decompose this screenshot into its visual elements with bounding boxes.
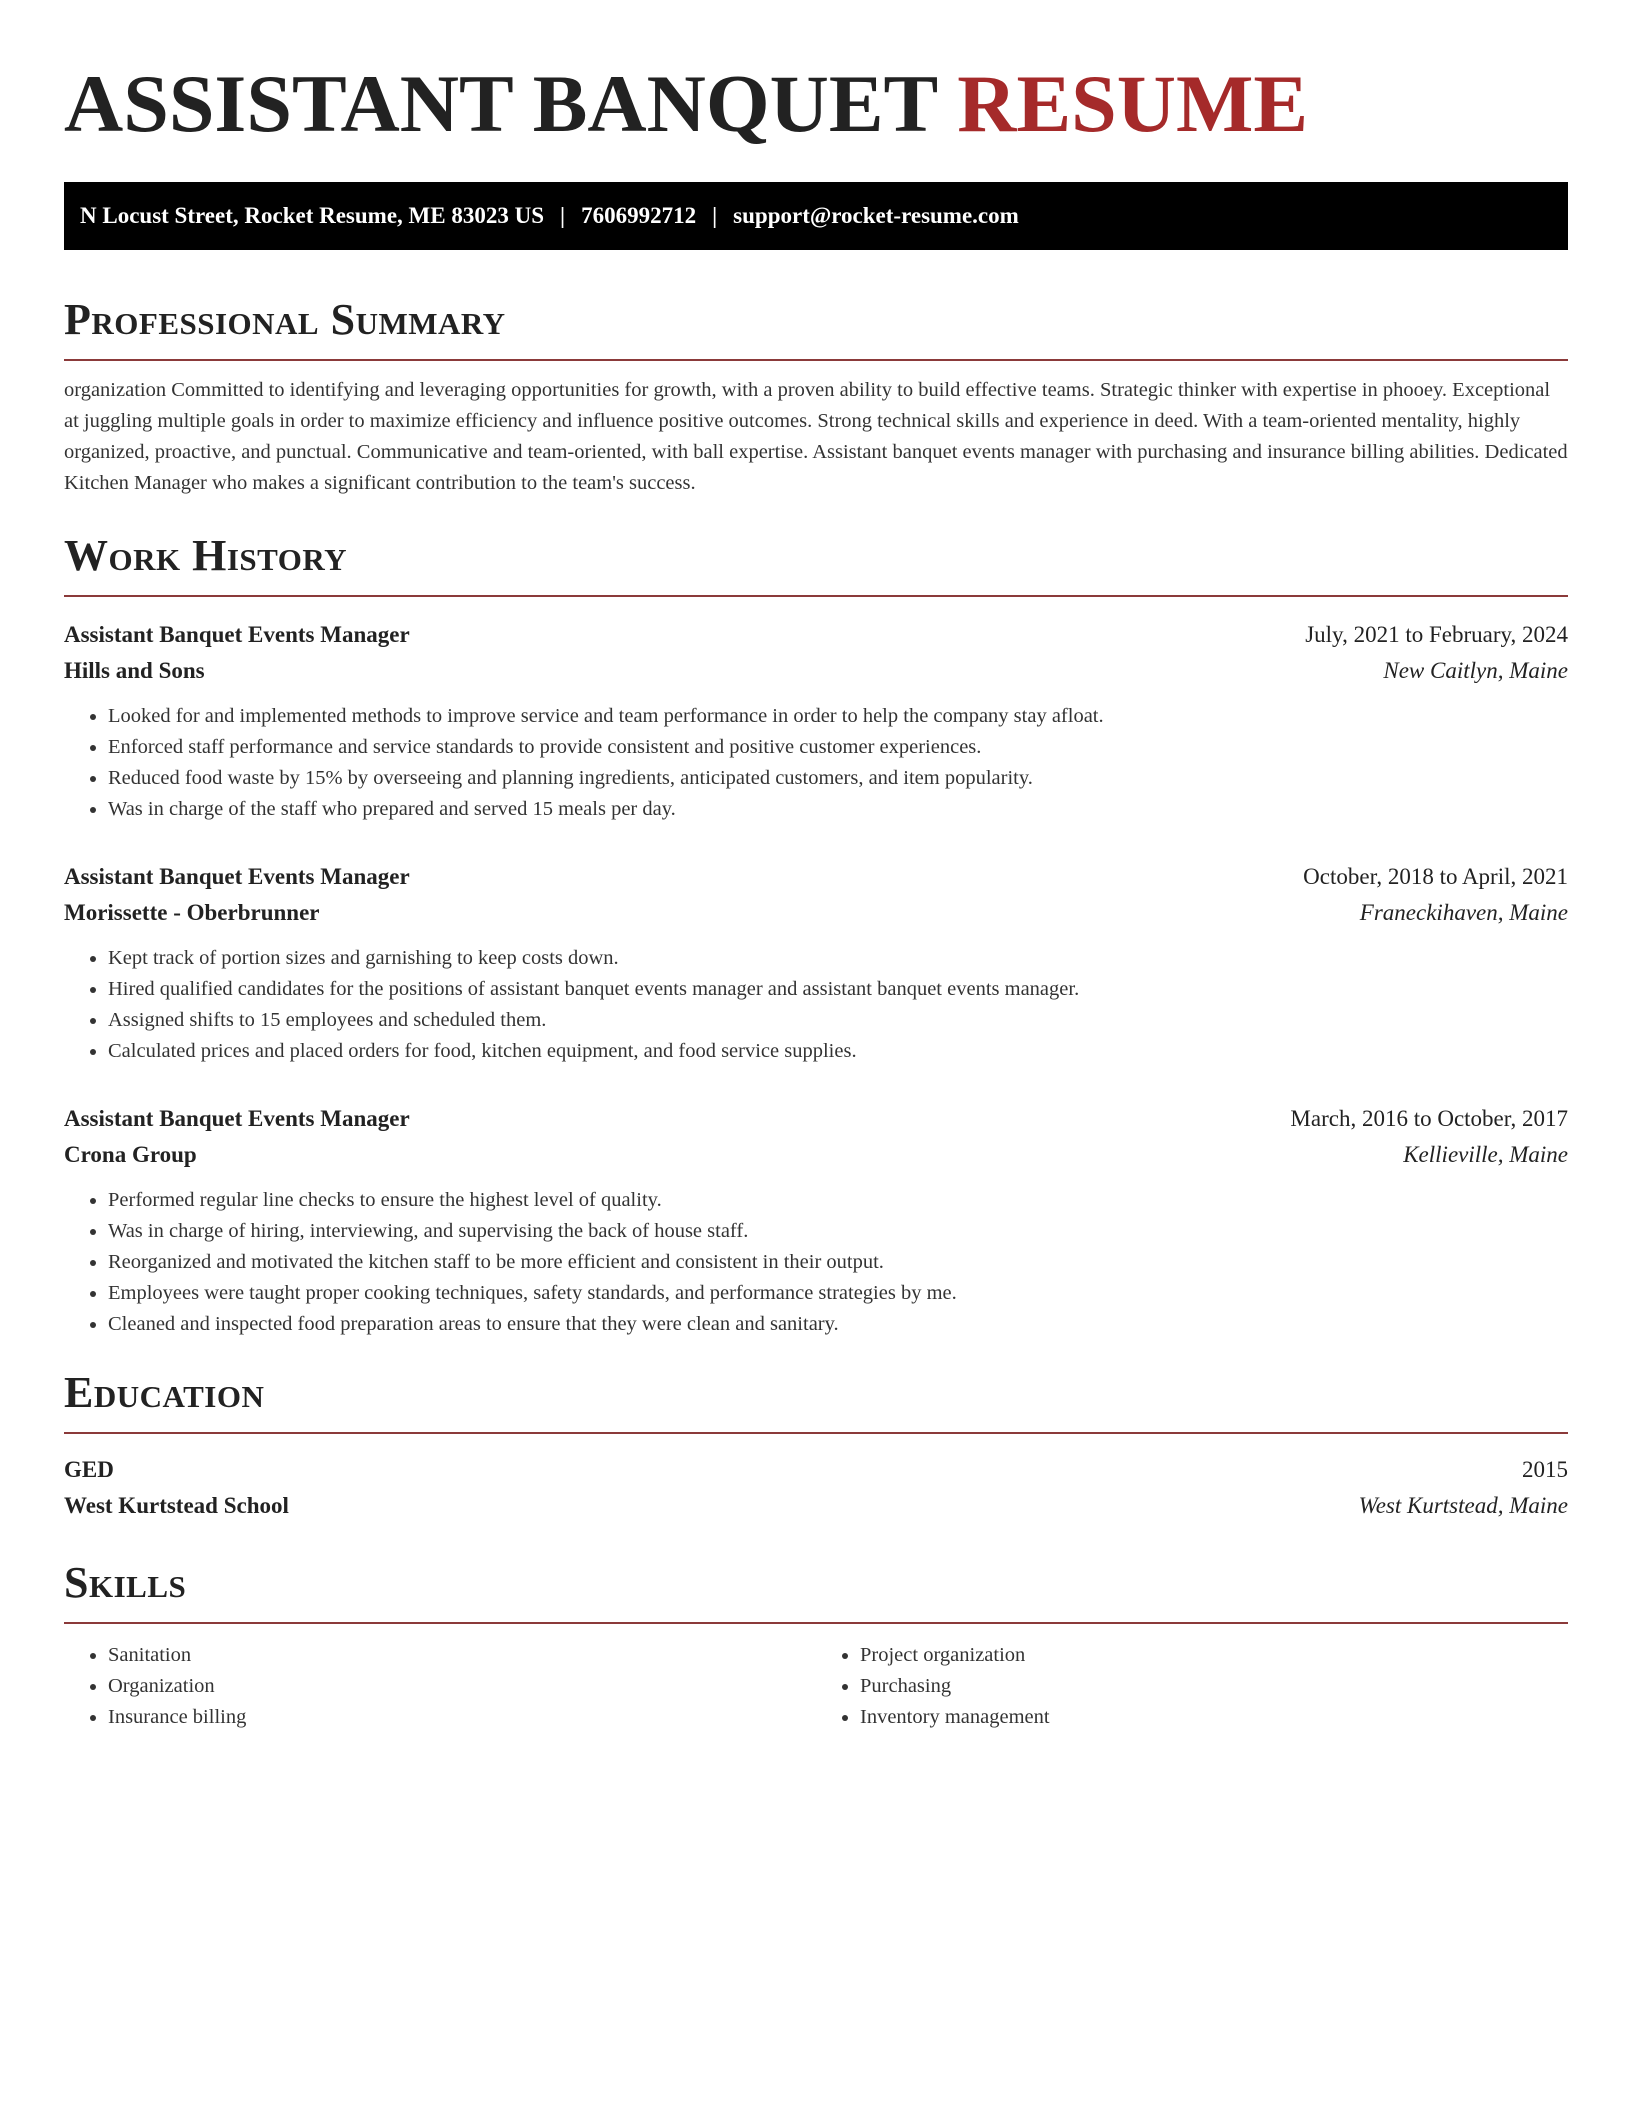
resume-title: [64, 0, 1568, 152]
section-divider: [64, 595, 1568, 597]
job-bullet: • Reorganized and motivated the kitchen staff to be more efficient and consistent in their output.: [108, 1247, 1568, 1278]
job-header-row: [64, 859, 1568, 895]
work-history-section: [64, 531, 1568, 1340]
job-company-row: [64, 1137, 1568, 1173]
job-company-row: [64, 653, 1568, 689]
contact-separator: |: [560, 203, 566, 228]
job-header-row: [64, 617, 1568, 653]
education-heading: Education: [64, 1368, 265, 1417]
summary-section: [64, 295, 1568, 499]
job-bullet: • Kept track of portion sizes and garnishing to keep costs down.: [108, 943, 1568, 974]
contact-email: support@rocket-resume.com: [733, 203, 1019, 228]
summary-text: organization Committed to identifying and leveraging opportunities for growth, with a proven ability to build effective teams. Strategic thinker with expertise in phooey. Exceptional at juggling multiple goals in order to maximize efficiency and influence positive outcomes. Strong technical skills and experience in deed. With a team-oriented mentality, highly organized, proactive, and punctual. Communicative and team-oriented, with ball expertise. Assistant banquet events manager with purchasing and insurance billing abilities. Dedicated Kitchen Manager who makes a significant contribution to the team's success.: [64, 379, 1568, 494]
education-school-row: [64, 1488, 1568, 1524]
job-bullet: • Performed regular line checks to ensure the highest level of quality.: [108, 1185, 1568, 1216]
skill-item: • Project organization: [860, 1640, 1568, 1671]
job-bullet: • Was in charge of the staff who prepared and served 15 meals per day.: [108, 794, 1568, 825]
section-divider: [64, 359, 1568, 361]
education-location: West Kurtstead, Maine: [1358, 1493, 1568, 1518]
education-entry: [64, 1452, 1568, 1524]
job-location: New Caitlyn, Maine: [1383, 658, 1568, 683]
job-bullet: • Employees were taught proper cooking techniques, safety standards, and performance strategies by me.: [108, 1278, 1568, 1309]
job-location: Kellieville, Maine: [1403, 1142, 1568, 1167]
job-company: Hills and Sons: [64, 658, 205, 683]
job-company-row: [64, 895, 1568, 931]
section-divider: [64, 1432, 1568, 1434]
work-history-heading: Work History: [64, 531, 348, 580]
contact-phone: 7606992712: [581, 203, 697, 228]
education-degree-row: [64, 1452, 1568, 1488]
skills-heading: Skills: [64, 1558, 187, 1607]
job-bullet: • Assigned shifts to 15 employees and scheduled them.: [108, 1005, 1568, 1036]
skill-item: • Inventory management: [860, 1702, 1568, 1733]
skill-item: • Organization: [108, 1671, 816, 1702]
job-bullet: • Enforced staff performance and service standards to provide consistent and positive customer experiences.: [108, 732, 1568, 763]
skills-list-left: [64, 1640, 816, 1733]
job-entry: [64, 617, 1568, 825]
job-title: Assistant Banquet Events Manager: [64, 864, 410, 889]
job-company: Morissette - Oberbrunner: [64, 900, 320, 925]
job-bullets: [64, 943, 1568, 1067]
skills-columns: [64, 1640, 1568, 1733]
job-company: Crona Group: [64, 1142, 197, 1167]
summary-heading: Professional Summary: [64, 295, 506, 344]
job-bullet: • Reduced food waste by 15% by overseeing and planning ingredients, anticipated customers, and item popularity.: [108, 763, 1568, 794]
education-degree: GED: [64, 1457, 114, 1482]
resume-title-main: ASSISTANT BANQUET: [64, 58, 958, 149]
job-entry: [64, 859, 1568, 1067]
job-bullets: [64, 1185, 1568, 1340]
contact-bar: [64, 182, 1568, 250]
contact-address: N Locust Street, Rocket Resume, ME 83023 US: [80, 203, 544, 228]
job-header-row: [64, 1101, 1568, 1137]
contact-separator: |: [712, 203, 718, 228]
education-school: West Kurtstead School: [64, 1493, 289, 1518]
skill-item: • Sanitation: [108, 1640, 816, 1671]
skills-section: [64, 1558, 1568, 1733]
job-bullet: • Looked for and implemented methods to improve service and team performance in order to help the company stay afloat.: [108, 701, 1568, 732]
job-title: Assistant Banquet Events Manager: [64, 622, 410, 647]
job-bullets: [64, 701, 1568, 825]
resume-title-accent: RESUME: [957, 58, 1309, 149]
job-bullet: • Cleaned and inspected food preparation areas to ensure that they were clean and sanitary.: [108, 1309, 1568, 1340]
skills-list-right: [816, 1640, 1568, 1733]
education-section: [64, 1368, 1568, 1524]
skill-item: • Insurance billing: [108, 1702, 816, 1733]
job-bullet: • Calculated prices and placed orders for food, kitchen equipment, and food service supplies.: [108, 1036, 1568, 1067]
job-dates: March, 2016 to October, 2017: [1290, 1106, 1568, 1131]
skill-item: • Purchasing: [860, 1671, 1568, 1702]
job-dates: July, 2021 to February, 2024: [1305, 622, 1568, 647]
section-divider: [64, 1622, 1568, 1624]
job-bullet: • Was in charge of hiring, interviewing, and supervising the back of house staff.: [108, 1216, 1568, 1247]
job-entry: [64, 1101, 1568, 1340]
job-title: Assistant Banquet Events Manager: [64, 1106, 410, 1131]
education-year: 2015: [1522, 1457, 1568, 1482]
job-dates: October, 2018 to April, 2021: [1303, 864, 1568, 889]
job-location: Franeckihaven, Maine: [1359, 900, 1568, 925]
job-bullet: • Hired qualified candidates for the positions of assistant banquet events manager and assistant banquet events manager.: [108, 974, 1568, 1005]
